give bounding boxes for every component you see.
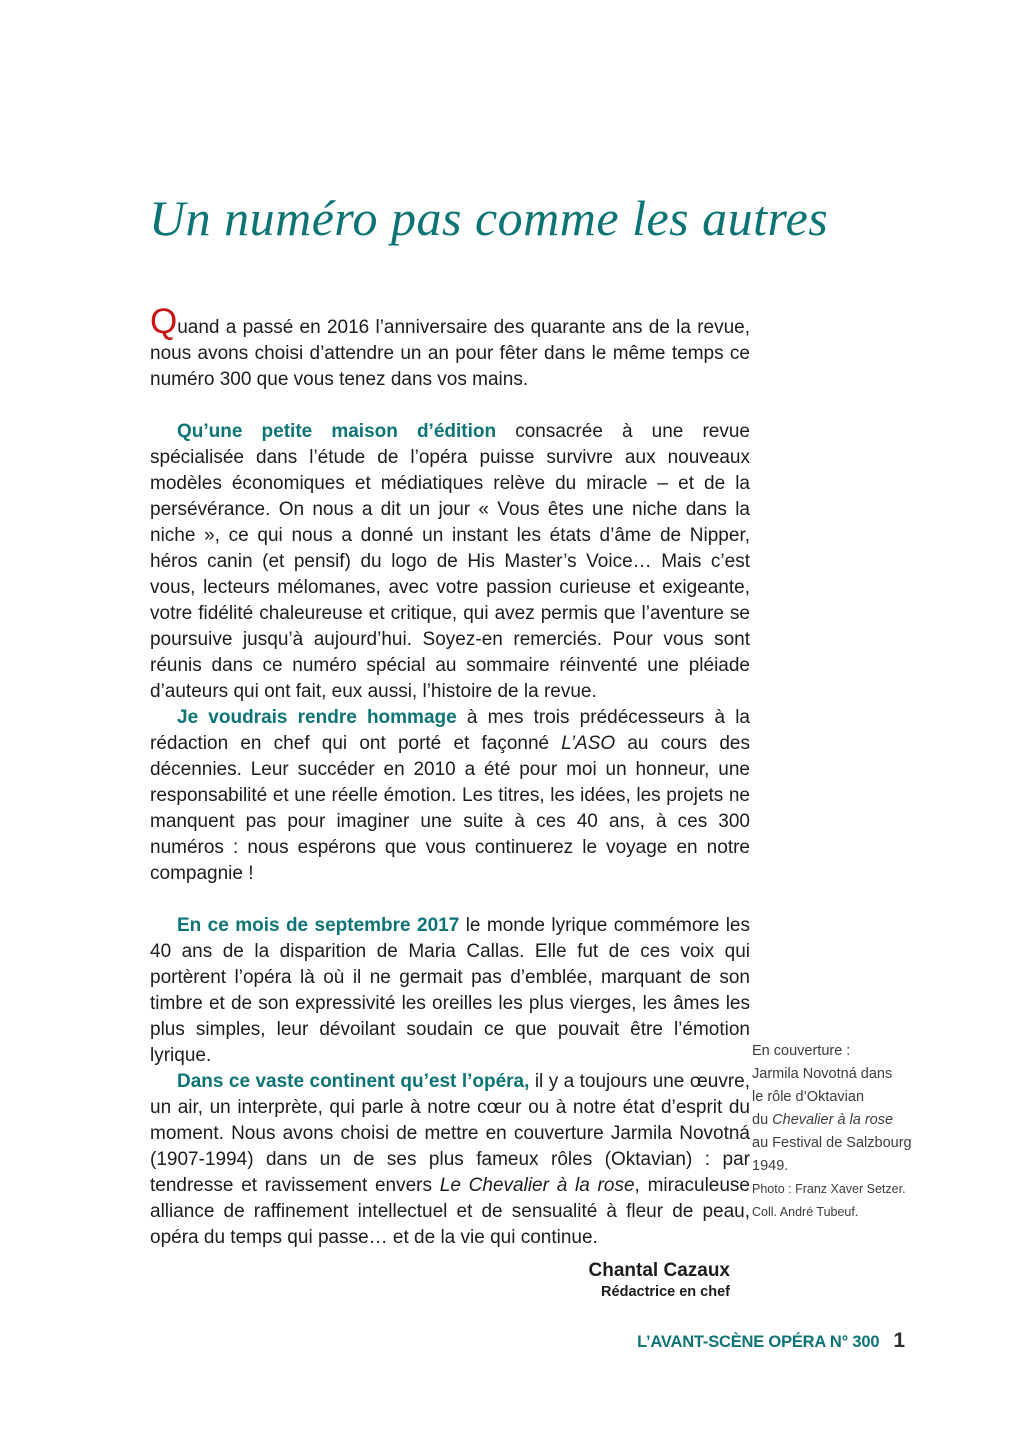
- text-run: uand a passé en 2016 l’anniversaire des quarante ans de la revue, nous avons choisi d’attendre un an pour fêter dans le même temps ce numéro 300 que vous tenez dans vos mains.: [150, 317, 750, 390]
- cover-note-line: [752, 1178, 942, 1201]
- cover-note-line: [752, 1040, 942, 1063]
- cover-note-line: [752, 1155, 942, 1178]
- text-run: Jarmila Novotná dans: [752, 1066, 893, 1082]
- text-run: il y a toujours une œuvre, un air, un interprète, qui parle à notre cœur ou à notre état d’esprit du moment. Nous avons choisi de mettre en couverture Jarmila Novotná (1907-1994) dans un de ses plus fameux rôles (Oktavian) : par tendresse et ravissement envers: [150, 1071, 750, 1196]
- text-run: , miraculeuse alliance de raffinement intellectuel et de sensualité à fleur de peau, opéra du temps qui passe… et de la vie qui continue.: [150, 1175, 750, 1248]
- text-run: En couverture :: [752, 1043, 851, 1059]
- footer-journal-title: L’AVANT-SCÈNE OPÉRA N° 300: [637, 1333, 880, 1351]
- body-paragraph: [150, 302, 750, 393]
- article-paragraphs: [150, 302, 750, 1251]
- cover-note-line: [752, 1109, 942, 1132]
- article-body: [150, 302, 750, 1301]
- body-paragraph: [150, 913, 750, 1069]
- drop-cap: Q: [150, 302, 178, 341]
- text-run: le rôle d’Oktavian: [752, 1089, 865, 1105]
- text-run: le monde lyrique commémore les 40 ans de la disparition de Maria Callas. Elle fut de ces voix qui portèrent l’opéra là où il ne germait pas d’emblée, marquant de son timbre et de son expressivité les oreilles les plus vierges, les âmes les plus simples, leur dévoilant soudain ce que pouvait être l’émotion lyrique.: [150, 915, 750, 1066]
- body-paragraph: [150, 419, 750, 705]
- page-footer: [637, 1329, 905, 1353]
- cover-note-line: [752, 1132, 942, 1155]
- signature-block: [150, 1259, 750, 1301]
- body-paragraph: [150, 705, 750, 887]
- cover-note-line: [752, 1063, 942, 1086]
- text-run: au Festival de Salzbourg: [752, 1135, 912, 1151]
- paragraph-lead-in: Je voudrais rendre hommage: [177, 707, 467, 728]
- italic-text: L’ASO: [561, 733, 616, 754]
- signature-name: Chantal Cazaux: [588, 1260, 730, 1281]
- cover-note: [752, 1040, 942, 1224]
- cover-note-line: [752, 1086, 942, 1109]
- paragraph-lead-in: En ce mois de septembre 2017: [177, 915, 466, 936]
- italic-text: Chevalier à la rose: [772, 1112, 894, 1128]
- text-run: au cours des décennies. Leur succéder en 2010 a été pour moi un honneur, une responsabilité et une réelle émotion. Les titres, les idées, les projets ne manquent pas pour imaginer une suite à ces 40 ans, à ces 300 numéros : nous espérons que vous continuerez le voyage en notre compagnie !: [150, 733, 750, 884]
- page-title: Un numéro pas comme les autres: [149, 190, 829, 246]
- credit-text: Photo : Franz Xaver Setzer.: [752, 1182, 906, 1196]
- page-number: 1: [893, 1329, 905, 1352]
- text-run: du: [752, 1112, 773, 1128]
- paragraph-lead-in: Dans ce vaste continent qu’est l’opéra,: [177, 1071, 535, 1092]
- text-run: à mes trois prédécesseurs à la rédaction en chef qui ont porté et façonné: [150, 707, 750, 754]
- text-run: 1949.: [752, 1158, 789, 1174]
- body-paragraph: [150, 1069, 750, 1251]
- signature-role: Rédactrice en chef: [601, 1284, 730, 1300]
- paragraph-lead-in: Qu’une petite maison d’édition: [177, 421, 516, 442]
- italic-text: Le Chevalier à la rose: [439, 1175, 635, 1196]
- credit-text: Coll. André Tubeuf.: [752, 1205, 859, 1219]
- cover-note-line: [752, 1201, 942, 1224]
- text-run: consacrée à une revue spécialisée dans l’étude de l’opéra puisse survivre aux nouveaux modèles économiques et médiatiques relève du miracle – et de la persévérance. On nous a dit un jour « Vous êtes une niche dans la niche », ce qui nous a donné un instant les états d’âme de Nipper, héros canin (et pensif) du logo de His Master’s Voice… Mais c’est vous, lecteurs mélomanes, avec votre passion curieuse et exigeante, votre fidélité chaleureuse et critique, qui avez permis que l’aventure se poursuive jusqu’à aujourd’hui. Soyez-en remerciés. Pour vous sont réunis dans ce numéro spécial au sommaire réinventé une pléiade d’auteurs qui ont fait, eux aussi, l’histoire de la revue.: [150, 421, 750, 702]
